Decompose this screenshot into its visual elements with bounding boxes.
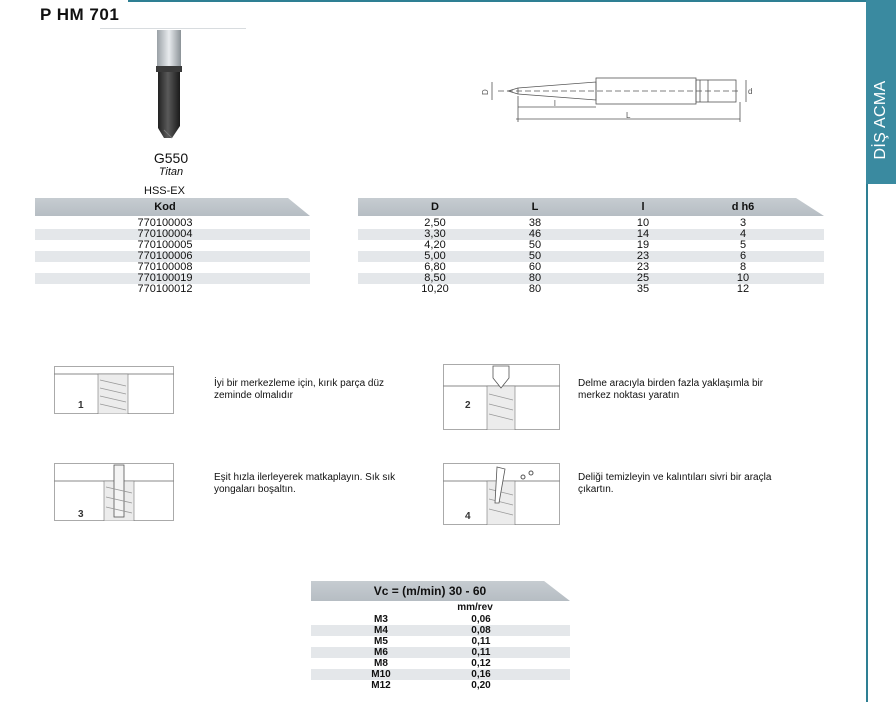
cell-l: 23: [636, 261, 650, 273]
col-header-l: l: [641, 201, 645, 213]
col-header-D: D: [431, 201, 439, 213]
step-4-illustration: [443, 463, 560, 525]
step-3-illustration: [54, 463, 174, 521]
cell-L: 50: [528, 239, 542, 251]
cell-L: 60: [528, 261, 542, 273]
vc-table-row: [311, 614, 570, 625]
col-header-d-h6: d h6: [731, 201, 755, 213]
thread-size-cell: M10: [371, 669, 391, 680]
tool-dimension-drawing: [478, 70, 753, 128]
thread-size-cell: M4: [374, 625, 388, 636]
vc-table-row: [311, 647, 570, 658]
kod-column-header: Kod: [154, 201, 176, 213]
thread-size-cell: M6: [374, 647, 388, 658]
step-2-number: 2: [465, 400, 471, 411]
table-row: [35, 284, 310, 295]
section-tab-label: DİŞ ACMA: [872, 80, 889, 160]
drawing-label-D: D: [481, 89, 490, 95]
vc-table-row: [311, 669, 570, 680]
step-1-number: 1: [78, 400, 84, 411]
thread-size-cell: M8: [374, 658, 388, 669]
cell-L: 46: [528, 228, 542, 240]
thread-size-cell: M3: [374, 614, 388, 625]
cell-L: 50: [528, 250, 542, 262]
step-3-text: Eşit hızla ilerleyerek matkaplayın. Sık sık yongaları boşaltın.: [214, 472, 396, 495]
cell-D: 4,20: [424, 239, 446, 251]
frame-top-border: [128, 0, 868, 2]
cell-D: 5,00: [424, 250, 446, 262]
kod-cell: 770100006: [137, 250, 193, 262]
cell-D: 2,50: [424, 217, 446, 229]
kod-cell: 770100004: [137, 228, 193, 240]
vc-unit-label: mm/rev: [457, 602, 493, 613]
tool-name: G550: [153, 150, 189, 166]
cell-l: 14: [636, 228, 650, 240]
vc-table-row: [311, 625, 570, 636]
cell-d-h6: 8: [739, 261, 747, 273]
cell-l: 25: [636, 272, 650, 284]
cell-D: 10,20: [421, 283, 449, 295]
feed-rate-cell: 0,08: [471, 625, 491, 636]
cell-d-h6: 6: [739, 250, 747, 262]
cell-l: 19: [636, 239, 650, 251]
step-4-number: 4: [465, 511, 471, 522]
cell-L: 38: [528, 217, 542, 229]
table-row: [358, 284, 824, 295]
cell-d-h6: 12: [736, 283, 750, 295]
kod-cell: 770100012: [137, 283, 193, 295]
kod-cell: 770100008: [137, 261, 193, 273]
cell-L: 80: [528, 283, 542, 295]
kod-cell: 770100005: [137, 239, 193, 251]
kod-cell: 770100019: [137, 272, 193, 284]
feed-rate-cell: 0,20: [471, 680, 491, 691]
vc-table-row: [311, 680, 570, 691]
cell-D: 8,50: [424, 272, 446, 284]
feed-rate-cell: 0,06: [471, 614, 491, 625]
cell-D: 6,80: [424, 261, 446, 273]
feed-rate-cell: 0,16: [471, 669, 491, 680]
cell-d-h6: 5: [739, 239, 747, 251]
col-header-L: L: [531, 201, 539, 213]
step-4-text: Deliği temizleyin ve kalıntıları sivri bir araçla çıkartın.: [578, 472, 772, 495]
vc-table-title: Vc = (m/min) 30 - 60: [373, 584, 487, 598]
vc-table-row: [311, 636, 570, 647]
cell-d-h6: 3: [739, 217, 747, 229]
cell-l: 23: [636, 250, 650, 262]
step-1-illustration: [54, 366, 174, 414]
cell-L: 80: [528, 272, 542, 284]
page-title: P HM 701: [40, 5, 120, 24]
thread-size-cell: M5: [374, 636, 388, 647]
cell-D: 3,30: [424, 228, 446, 240]
photo-top-rule: [100, 28, 246, 29]
feed-rate-cell: 0,11: [471, 636, 491, 647]
step-3-number: 3: [78, 509, 84, 520]
thread-size-cell: M12: [371, 680, 391, 691]
tool-material: HSS-EX: [144, 185, 185, 197]
tool-coating: Titan: [158, 166, 184, 178]
drawing-label-d: d: [748, 87, 753, 96]
feed-rate-cell: 0,12: [471, 658, 491, 669]
step-2-illustration: [443, 364, 560, 430]
feed-rate-cell: 0,11: [471, 647, 491, 658]
tool-photo: [150, 30, 190, 142]
vc-table-row: [311, 658, 570, 669]
cell-l: 35: [636, 283, 650, 295]
step-1-text: İyi bir merkezleme için, kırık parça düz zeminde olmalıdır: [214, 378, 385, 401]
drawing-label-l: l: [554, 99, 556, 108]
kod-cell: 770100003: [137, 217, 193, 229]
step-2-text: Delme aracıyla birden fazla yaklaşımla bir merkez noktası yaratın: [578, 378, 764, 401]
cell-d-h6: 10: [736, 272, 750, 284]
cell-l: 10: [636, 217, 650, 229]
section-tab[interactable]: [866, 0, 896, 184]
drawing-label-L: L: [626, 111, 631, 120]
cell-d-h6: 4: [739, 228, 747, 240]
